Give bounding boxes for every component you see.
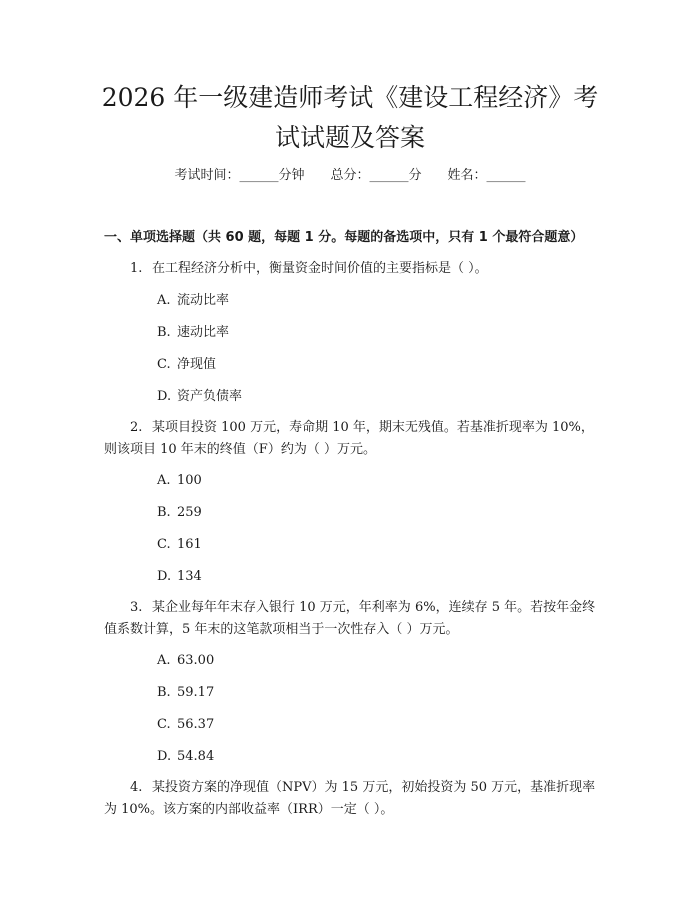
option-letter: C. (157, 537, 171, 552)
option-letter: D. (157, 749, 172, 764)
option-1b (157, 323, 229, 343)
option-3b (157, 683, 214, 703)
option-text: 63.00 (177, 653, 215, 668)
option-letter: A. (157, 473, 171, 488)
question-text: 某企业每年年末存入银行 10 万元，年利率为 6%，连续存 5 年。若按年金终值系数计算，5 年末的这笔款项相当于一次性存入（ ）万元。 (104, 600, 596, 637)
option-text: 净现值 (177, 357, 217, 372)
question-number: 3. (130, 600, 143, 615)
option-letter: B. (157, 685, 171, 700)
question-4 (104, 777, 600, 821)
question-text: 在工程经济分析中，衡量资金时间价值的主要指标是（ ）。 (152, 261, 488, 276)
question-1 (104, 258, 600, 280)
option-2b (157, 503, 202, 523)
option-text: 134 (177, 569, 202, 584)
option-text: 59.17 (177, 685, 215, 700)
option-2a (157, 471, 202, 491)
option-text: 56.37 (177, 717, 215, 732)
option-1a (157, 291, 229, 311)
option-text: 速动比率 (177, 325, 230, 340)
option-letter: C. (157, 717, 171, 732)
option-1d (157, 387, 242, 407)
question-text: 某项目投资 100 万元，寿命期 10 年，期末无残值。若基准折现率为 10%，则该项目 10 年末的终值（F）约为（ ）万元。 (104, 420, 594, 457)
option-letter: C. (157, 357, 171, 372)
option-3c (157, 715, 214, 735)
exam-time-label: 考试时间：______分钟 (174, 168, 305, 183)
option-text: 54.84 (177, 749, 215, 764)
exam-meta-line (0, 166, 700, 186)
option-3a (157, 651, 214, 671)
question-2 (104, 417, 600, 461)
option-letter: D. (157, 389, 172, 404)
question-number: 2. (130, 420, 143, 435)
total-score-label: 总分：______分 (330, 168, 422, 183)
option-3d (157, 747, 214, 767)
question-number: 4. (130, 780, 143, 795)
option-letter: A. (157, 293, 171, 308)
section-heading: 一、单项选择题（共 60 题，每题 1 分。每题的备选项中，只有 1 个最符合题意） (104, 230, 584, 245)
question-number: 1. (130, 261, 143, 276)
option-text: 100 (177, 473, 202, 488)
question-3 (104, 597, 600, 641)
option-text: 资产负债率 (177, 389, 243, 404)
option-letter: A. (157, 653, 171, 668)
question-text: 某投资方案的净现值（NPV）为 15 万元，初始投资为 50 万元，基准折现率为 10%。该方案的内部收益率（IRR）一定（ ）。 (104, 780, 596, 817)
option-2c (157, 535, 202, 555)
option-1c (157, 355, 216, 375)
option-text: 161 (177, 537, 202, 552)
document-title: 2026 年一级建造师考试《建设工程经济》考试试题及答案 (101, 83, 599, 152)
option-letter: D. (157, 569, 172, 584)
option-letter: B. (157, 505, 171, 520)
option-text: 259 (177, 505, 202, 520)
option-text: 流动比率 (177, 293, 230, 308)
option-letter: B. (157, 325, 171, 340)
name-label: 姓名：______ (447, 168, 526, 183)
option-2d (157, 567, 202, 587)
